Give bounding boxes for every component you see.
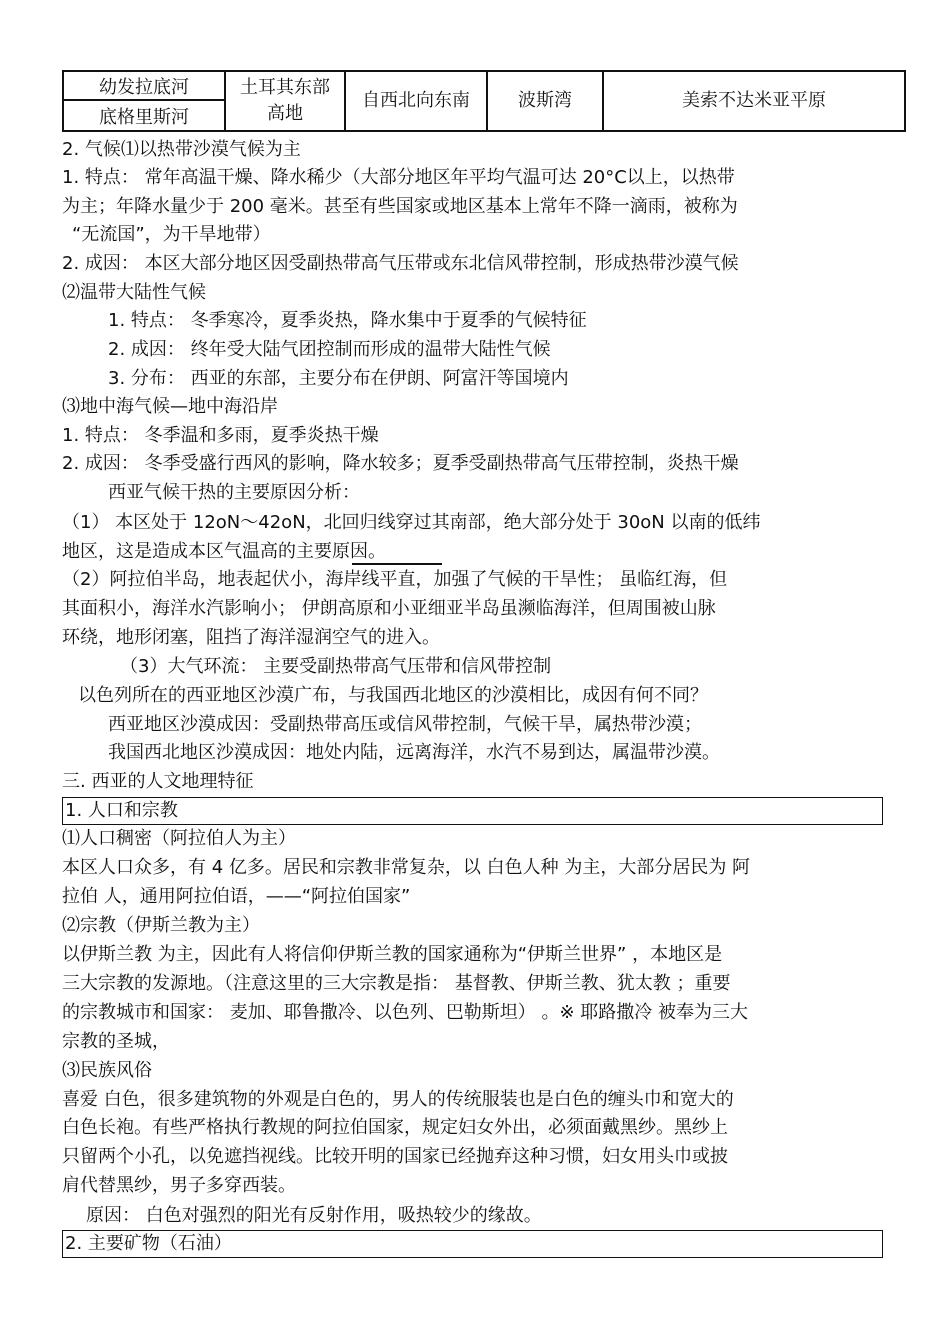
text-line: ⑵宗教（伊斯兰教为主） — [62, 915, 260, 936]
text-line: 1. 特点： 冬季寒冷，夏季炎热，降水集中于夏季的气候特征 — [108, 310, 587, 331]
text-line: 拉伯 人，通用阿拉伯语，——“阿拉伯国家” — [62, 886, 411, 907]
euphrates-label: 幼发拉底河 — [64, 72, 224, 101]
text-line: 白色长袍。有些严格执行教规的阿拉伯国家，规定妇女外出，必须面戴黑纱。黑纱上 — [62, 1117, 728, 1138]
text-line: 西亚气候干热的主要原因分析： — [108, 482, 360, 503]
text-line: 喜爱 白色，很多建筑物的外观是白色的，男人的传统服装也是白色的缠头巾和宽大的 — [62, 1089, 734, 1110]
text-line: 2. 成因： 终年受大陆气团控制而形成的温带大陆性气候 — [108, 339, 551, 360]
text-line: 西亚地区沙漠成因：受副热带高压或信风带控制，气候干旱，属热带沙漠； — [108, 714, 702, 735]
text-line: ⑴人口稠密（阿拉伯人为主） — [62, 828, 296, 849]
source-line2: 高地 — [267, 103, 303, 124]
section-heading: 三. 西亚的人文地理特征 — [62, 771, 254, 792]
text-line: 宗教的圣城， — [62, 1031, 170, 1052]
text-line: 地区，这是造成本区气温高的主要原因。 — [62, 541, 386, 562]
text-line: 我国西北地区沙漠成因：地处内陆，远离海洋，水汽不易到达，属温带沙漠。 — [108, 742, 720, 763]
underline — [352, 563, 442, 565]
text-line: 2. 气候⑴以热带沙漠气候为主 — [62, 139, 301, 160]
tigris-label: 底格里斯河 — [99, 106, 189, 128]
text-line: 3. 分布： 西亚的东部，主要分布在伊朗、阿富汗等国境内 — [108, 368, 569, 389]
population-box-header: 1. 人口和宗教 — [62, 797, 883, 825]
text-line: 的宗教城市和国家： 麦加、耶鲁撒冷、以色列、巴勒斯坦） 。※ 耶路撒冷 被奉为三大 — [62, 1002, 748, 1023]
text-line: 三大宗教的发源地。（注意这里的三大宗教是指： 基督教、伊斯兰教、犹太教 ；重要 — [62, 973, 731, 994]
text-line: （1） 本区处于 12oN～42oN，北回归线穿过其南部，绝大部分处于 30oN 以南的低纬 — [62, 512, 761, 533]
text-line: 为主；年降水量少于 200 毫米。甚至有些国家或地区基本上常年不降一滴雨，被称为 — [62, 196, 738, 217]
text-line: 以色列所在的西亚地区沙漠广布，与我国西北地区的沙漠相比，成因有何不同？ — [78, 685, 708, 706]
text-line: 其面积小，海洋水汽影响小； 伊朗高原和小亚细亚半岛虽濒临海洋，但周围被山脉 — [62, 598, 716, 619]
text-line: “无流国”，为干旱地带） — [72, 224, 271, 245]
text-line: 只留两个小孔，以免遮挡视线。比较开明的国家已经抛弃这种习惯，妇女用头巾或披 — [62, 1146, 728, 1167]
text-line: 2. 成因： 冬季受盛行西风的影响，降水较多；夏季受副热带高气压带控制，炎热干燥 — [62, 453, 739, 474]
text-line: ⑵温带大陆性气候 — [62, 282, 206, 303]
text-line: 本区人口众多，有 4 亿多。居民和宗教非常复杂，以 白色人种 为主，大部分居民为 阿 — [62, 857, 751, 878]
text-line: 原因： 白色对强烈的阳光有反射作用，吸热较少的缘故。 — [86, 1205, 542, 1226]
river-table — [62, 70, 906, 132]
source-cell — [224, 72, 344, 130]
text-line: ⑶地中海气候—地中海沿岸 — [62, 396, 278, 417]
text-line: 1. 特点： 常年高温干燥、降水稀少（大部分地区年平均气温可达 20°C以上，以热带 — [62, 167, 735, 188]
text-line: ⑶民族风俗 — [62, 1060, 152, 1081]
text-line: 1. 特点： 冬季温和多雨，夏季炎热干燥 — [62, 425, 379, 446]
text-line: （3）大气环流： 主要受副热带高气压带和信风带控制 — [120, 656, 552, 677]
flow-direction-cell: 自西北向东南 — [344, 72, 486, 130]
text-line: 以伊斯兰教 为主，因此有人将信仰伊斯兰教的国家通称为“伊斯兰世界” ，本地区是 — [62, 944, 723, 965]
outlet-cell: 波斯湾 — [486, 72, 602, 130]
text-line: 2. 成因： 本区大部分地区因受副热带高气压带或东北信风带控制，形成热带沙漠气候 — [62, 253, 739, 274]
text-line: （2）阿拉伯半岛，地表起伏小，海岸线平直，加强了气候的干旱性； 虽临红海，但 — [62, 569, 728, 590]
text-line: 环绕，地形闭塞，阻挡了海洋湿润空气的进入。 — [62, 627, 440, 648]
source-line1: 土耳其东部 — [240, 77, 330, 98]
river-names-cell — [64, 72, 224, 130]
text-line: 肩代替黑纱，男子多穿西装。 — [62, 1175, 296, 1196]
plain-cell: 美索不达米亚平原 — [602, 72, 904, 130]
minerals-box-header: 2. 主要矿物（石油） — [62, 1230, 883, 1258]
